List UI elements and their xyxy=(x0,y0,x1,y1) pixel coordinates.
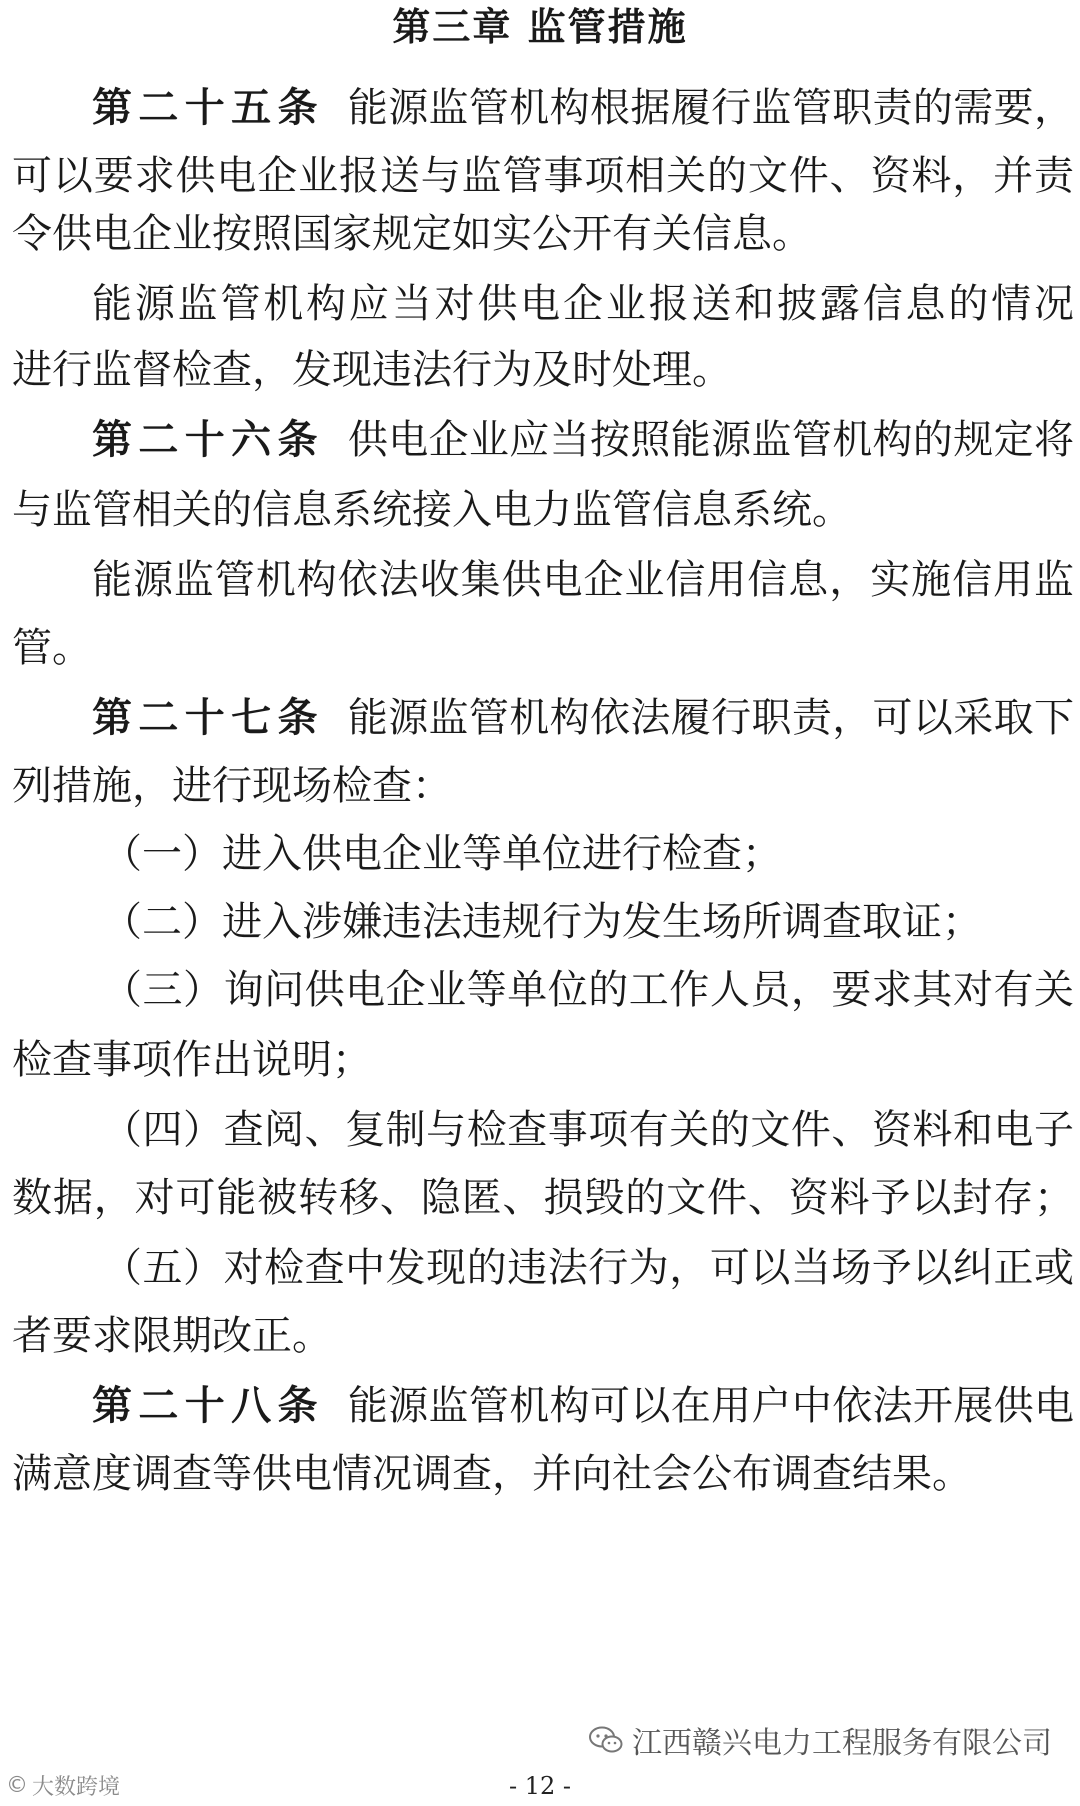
paragraph-line: 进行监督检查，发现违法行为及时处理。 xyxy=(12,347,732,393)
article-number: 第二十七条 xyxy=(92,694,324,741)
paragraph-line: 能源监管机构依法收集供电企业信用信息，实施信用监 xyxy=(92,557,1074,603)
article-number: 第二十八条 xyxy=(92,1382,324,1429)
paragraph-line: 数据，对可能被转移、隐匿、损毁的文件、资料予以封存； xyxy=(12,1175,1074,1221)
article-line xyxy=(92,412,1074,468)
paragraph-line: 管。 xyxy=(12,625,92,671)
paragraph-line: 令供电企业按照国家规定如实公开有关信息。 xyxy=(12,211,812,257)
paragraph-line: 可以要求供电企业报送与监管事项相关的文件、资料，并责 xyxy=(12,153,1074,199)
article-text: 供电企业应当按照能源监管机构的规定将 xyxy=(347,417,1075,463)
wechat-watermark xyxy=(588,1718,1052,1762)
paragraph-line: （三）询问供电企业等单位的工作人员，要求其对有关 xyxy=(102,967,1074,1013)
article-line xyxy=(92,690,1074,746)
site-mark-prefix: © xyxy=(6,1772,28,1798)
article-text: 能源监管机构依法履行职责，可以采取下 xyxy=(347,695,1075,741)
paragraph-line: 检查事项作出说明； xyxy=(12,1037,372,1083)
paragraph-line: 列措施，进行现场检查： xyxy=(12,763,452,809)
watermark-text: 江西赣兴电力工程服务有限公司 xyxy=(632,1726,1052,1761)
article-number: 第二十六条 xyxy=(92,416,324,463)
wechat-icon xyxy=(588,1725,624,1755)
paragraph-line: 与监管相关的信息系统接入电力监管信息系统。 xyxy=(12,487,852,533)
paragraph-line: （一）进入供电企业等单位进行检查； xyxy=(102,831,782,877)
paragraph-line: 者要求限期改正。 xyxy=(12,1313,332,1359)
paragraph-line: 能源监管机构应当对供电企业报送和披露信息的情况 xyxy=(92,281,1074,327)
article-text: 能源监管机构可以在用户中依法开展供电 xyxy=(347,1383,1075,1429)
article-line xyxy=(92,80,1074,136)
paragraph-line: （二）进入涉嫌违法违规行为发生场所调查取证； xyxy=(102,899,982,945)
article-number: 第二十五条 xyxy=(92,84,324,131)
chapter-title: 第三章 监管措施 xyxy=(392,4,688,49)
paragraph-line: （四）查阅、复制与检查事项有关的文件、资料和电子 xyxy=(102,1107,1074,1153)
site-mark-text: 大数跨境 xyxy=(32,1774,121,1800)
page-number: - 12 - xyxy=(508,1772,571,1800)
paragraph-line: 满意度调查等供电情况调查，并向社会公布调查结果。 xyxy=(12,1451,972,1497)
paragraph-line: （五）对检查中发现的违法行为，可以当场予以纠正或 xyxy=(102,1245,1074,1291)
article-line xyxy=(92,1378,1074,1434)
article-text: 能源监管机构根据履行监管职责的需要， xyxy=(347,85,1075,131)
